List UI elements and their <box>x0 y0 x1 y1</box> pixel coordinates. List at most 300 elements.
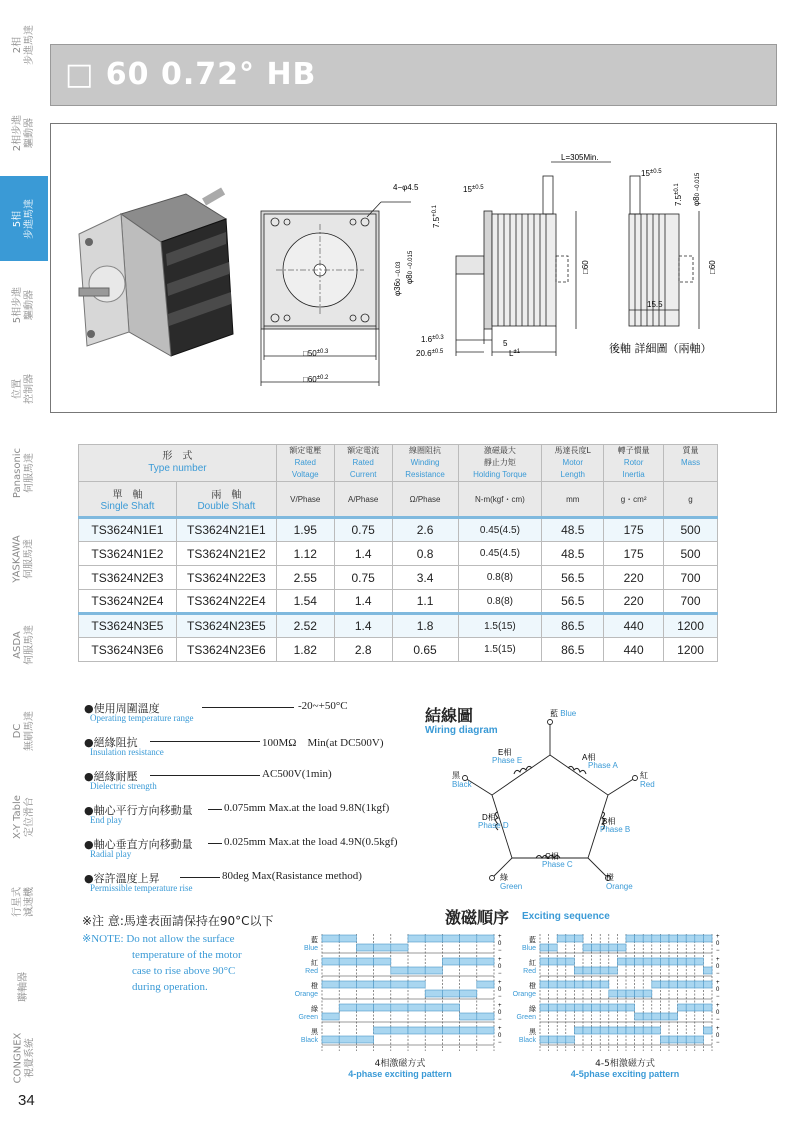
table-row <box>79 638 718 662</box>
excitation-bar <box>660 1036 669 1043</box>
polarity-sign: − <box>716 1017 720 1023</box>
excitation-bar <box>549 981 558 988</box>
excitation-bar <box>652 1027 661 1034</box>
excitation-bar <box>339 981 356 988</box>
side-tab-label: 2相 步進馬達 <box>12 24 35 65</box>
table-row <box>79 614 718 638</box>
table-cell: TS3624N1E2 <box>79 542 177 566</box>
col-torque: 激磁最大 靜止力矩 Holding Torque <box>458 445 542 482</box>
excitation-bar <box>549 1036 558 1043</box>
table-cell: 0.65 <box>392 638 458 662</box>
side-view <box>456 162 611 356</box>
wire-label-en: Green <box>516 1014 536 1021</box>
table-cell: 0.45(4.5) <box>458 518 542 542</box>
dim-sq60b: □60 <box>581 260 590 274</box>
excitation-bar <box>425 935 442 942</box>
four-phase-chart <box>282 928 512 1056</box>
excitation-bar <box>408 1027 425 1034</box>
excitation-bar <box>574 935 583 942</box>
dim-len: $L^{\pm 1}$ <box>509 349 521 358</box>
dim-r15: $15^{\pm 0.5}$ <box>641 169 662 178</box>
side-tab[interactable] <box>0 430 48 516</box>
table-cell: 0.8(8) <box>458 566 542 590</box>
polarity-sign: − <box>498 971 502 977</box>
excitation-bar <box>660 958 669 965</box>
four-phase-caption: 4相激磁方式 4-phase exciting pattern <box>348 1059 452 1079</box>
excitation-bar <box>566 935 575 942</box>
excitation-bar <box>669 1036 678 1043</box>
excitation-bar <box>703 935 712 942</box>
excitation-bar <box>609 1004 618 1011</box>
polarity-sign: + <box>498 957 502 963</box>
table-cell: 220 <box>604 590 664 614</box>
polarity-sign: − <box>716 948 720 954</box>
excitation-bar <box>703 981 712 988</box>
excitation-bar <box>408 1004 425 1011</box>
col-inertia: 轉子慣量 Rotor Inertia <box>604 445 664 482</box>
table-cell: 1.95 <box>276 518 334 542</box>
unit-inertia: g・cm² <box>604 482 664 518</box>
excitation-bar <box>549 944 558 951</box>
side-tab[interactable] <box>0 0 48 90</box>
table-cell: 86.5 <box>542 638 604 662</box>
wire-label-en: Orange <box>512 991 536 998</box>
col-mass: 質量 Mass <box>664 445 718 482</box>
note-radial: ●軸心垂直方向移動量 Radial play 0.025mm Max.at the load 4.9N(0.5kgf) <box>84 836 398 859</box>
excitation-bar <box>626 1027 635 1034</box>
excitation-bar <box>635 958 644 965</box>
table-row <box>79 566 718 590</box>
excitation-bar <box>557 1004 566 1011</box>
table-cell: 56.5 <box>542 566 604 590</box>
side-tab-label: DC 無刷馬達 <box>12 710 35 751</box>
spec-notes <box>84 700 414 904</box>
table-cell: 3.4 <box>392 566 458 590</box>
polarity-sign: + <box>716 957 720 963</box>
excitation-bar <box>583 944 592 951</box>
excitation-bar <box>574 967 583 974</box>
table-cell: 440 <box>604 614 664 638</box>
side-tab[interactable] <box>0 348 48 430</box>
table-cell: TS3624N2E3 <box>79 566 177 590</box>
excitation-bar <box>643 990 652 997</box>
excitation-bar <box>600 944 609 951</box>
side-tab[interactable] <box>0 516 48 602</box>
excitation-bar <box>322 958 339 965</box>
excitation-bar <box>557 981 566 988</box>
wire-red: 紅 Red <box>640 771 655 789</box>
table-cell: 1200 <box>664 638 718 662</box>
wire-label-en: Red <box>305 968 318 975</box>
wire-blue: 藍 Blue <box>550 709 577 718</box>
polarity-sign: 0 <box>498 987 502 993</box>
side-tab[interactable] <box>0 688 48 774</box>
polarity-sign: − <box>716 1040 720 1046</box>
note-temp-rise: ●容許溫度上昇 Permissible temperature rise 80deg Max(Rasistance method) <box>84 870 362 893</box>
wire-label-en: Orange <box>294 991 318 998</box>
side-tab[interactable] <box>0 944 48 1030</box>
excitation-bar <box>442 990 459 997</box>
excitation-bar <box>425 1027 442 1034</box>
excitation-bar <box>600 1004 609 1011</box>
wire-label-cn: 橙 <box>311 982 318 990</box>
excitation-bar <box>617 1027 626 1034</box>
polarity-sign: + <box>716 980 720 986</box>
table-cell: 700 <box>664 590 718 614</box>
side-tab[interactable] <box>0 176 48 262</box>
excitation-bar <box>678 1036 687 1043</box>
excitation-bar <box>635 1013 644 1020</box>
polarity-sign: − <box>498 994 502 1000</box>
excitation-bar <box>678 1004 687 1011</box>
dim-pilot: φ360 −0.03 <box>393 261 402 296</box>
excitation-bar <box>592 967 601 974</box>
excitation-bar <box>626 935 635 942</box>
excitation-bar <box>425 990 442 997</box>
polarity-sign: 0 <box>716 987 720 993</box>
excitation-bar <box>339 958 356 965</box>
note-insulation: ●絕緣阻抗 Insulation resistance 100MΩ Min(at DC500V) <box>84 736 384 757</box>
wiring-subtitle: Wiring diagram <box>425 725 498 736</box>
excitation-bar <box>322 935 339 942</box>
excitation-bar <box>557 1036 566 1043</box>
coil-marks <box>496 766 605 858</box>
excitation-bar <box>566 981 575 988</box>
excitation-bar <box>678 935 687 942</box>
excitation-bar <box>442 1027 459 1034</box>
excitation-bar <box>356 944 373 951</box>
wire-label-cn: 黑 <box>529 1028 536 1036</box>
side-tab[interactable] <box>0 90 48 176</box>
excitation-bar <box>391 944 408 951</box>
excitation-bar <box>583 981 592 988</box>
wire-label-cn: 黑 <box>311 1028 318 1036</box>
polarity-sign: + <box>498 1003 502 1009</box>
polarity-sign: + <box>716 934 720 940</box>
polarity-sign: + <box>498 1026 502 1032</box>
excitation-bar <box>460 990 477 997</box>
table-cell: TS3624N22E3 <box>176 566 276 590</box>
polarity-sign: 0 <box>716 964 720 970</box>
wire-label-cn: 紅 <box>311 959 318 967</box>
table-cell: 0.75 <box>334 566 392 590</box>
excitation-bar <box>600 1027 609 1034</box>
side-tab[interactable] <box>0 602 48 688</box>
excitation-bar <box>695 958 704 965</box>
excitation-bar <box>686 1004 695 1011</box>
excitation-bar <box>374 944 391 951</box>
warning-note: ※注 意:馬達表面請保持在90°C以下 ※NOTE: Do not allow the surface temperature of the motor case to rise above 90°C during operation. <box>82 914 274 993</box>
dim-d206: $20.6^{\pm 0.5}$ <box>416 349 444 358</box>
table-cell: 0.8(8) <box>458 590 542 614</box>
excitation-bar <box>592 944 601 951</box>
excitation-bar <box>635 935 644 942</box>
excitation-bar <box>574 1004 583 1011</box>
table-cell: 1.54 <box>276 590 334 614</box>
table-cell: 175 <box>604 542 664 566</box>
excitation-bar <box>626 958 635 965</box>
excitation-bar <box>583 1004 592 1011</box>
excitation-bar <box>686 1036 695 1043</box>
excitation-bar <box>322 1013 339 1020</box>
table-cell: 86.5 <box>542 614 604 638</box>
wire-label-cn: 藍 <box>529 936 536 944</box>
side-tab-label: 5相 步進馬達 <box>12 198 35 239</box>
polarity-sign: + <box>716 1003 720 1009</box>
excitation-bar <box>374 1004 391 1011</box>
excitation-bar <box>540 944 549 951</box>
excitation-bar <box>356 1004 373 1011</box>
polarity-sign: 0 <box>716 1010 720 1016</box>
table-cell: TS3624N22E4 <box>176 590 276 614</box>
table-cell: 2.52 <box>276 614 334 638</box>
polarity-sign: − <box>498 948 502 954</box>
side-tab-label: CONGNEX 視覺系統 <box>12 1032 36 1083</box>
spec-table <box>78 444 718 662</box>
excitation-bar <box>660 981 669 988</box>
excitation-bar <box>477 958 494 965</box>
side-tab-label: 聯軸器 <box>18 971 29 1002</box>
dim-w15: $15^{\pm 0.5}$ <box>463 185 484 194</box>
phase-d: D相 Phase D <box>478 813 509 830</box>
table-cell: 440 <box>604 638 664 662</box>
unit-length: mm <box>542 482 604 518</box>
table-cell: 2.55 <box>276 566 334 590</box>
excitation-bar <box>617 990 626 997</box>
note-endplay: ●軸心平行方向移動量 End play 0.075mm Max.at the load 9.8N(1kgf) <box>84 802 390 825</box>
excitation-bar <box>540 981 549 988</box>
wire-label-en: Green <box>298 1014 318 1021</box>
table-cell: 175 <box>604 518 664 542</box>
excitation-bar <box>566 1004 575 1011</box>
side-tab[interactable] <box>0 860 48 944</box>
excitation-bar <box>356 958 373 965</box>
excitation-bar <box>609 967 618 974</box>
motor-photo <box>79 188 233 356</box>
wire-label-en: Blue <box>303 945 318 952</box>
phase-b: B相 Phase B <box>600 817 631 834</box>
table-row <box>79 542 718 566</box>
excitation-bar <box>583 967 592 974</box>
table-row <box>79 518 718 542</box>
table-cell: 1.8 <box>392 614 458 638</box>
polarity-sign: 0 <box>498 1010 502 1016</box>
excitation-bar <box>600 981 609 988</box>
polarity-sign: 0 <box>498 1033 502 1039</box>
wire-label-en: Black <box>300 1037 318 1044</box>
dim-d75: $7.5^{+0.1}$ <box>432 205 441 228</box>
excitation-bar <box>549 1004 558 1011</box>
excitation-bar <box>322 1036 339 1043</box>
side-tab-label: 5相步進 驅動器 <box>12 286 35 323</box>
type-header: 形 式 Type number <box>79 445 277 482</box>
table-row <box>79 590 718 614</box>
dim-sq60: $□60^{\pm 0.2}$ <box>303 375 329 384</box>
table-cell: 0.8 <box>392 542 458 566</box>
wire-green: 綠 Green <box>500 873 523 891</box>
excitation-bar <box>408 967 425 974</box>
wire-label-en: Blue <box>521 945 536 952</box>
table-cell: 1.12 <box>276 542 334 566</box>
excitation-bar <box>626 990 635 997</box>
excitation-bar <box>391 1027 408 1034</box>
excitation-bar <box>374 981 391 988</box>
excitation-bar <box>592 1027 601 1034</box>
wire-orange: 橙 Orange <box>606 873 633 891</box>
wiring-title: 結線圖 <box>425 706 474 725</box>
excitation-bar <box>460 1027 477 1034</box>
excitation-bar <box>643 1013 652 1020</box>
table-cell: 1.5(15) <box>458 638 542 662</box>
excitation-bar <box>557 958 566 965</box>
dim-d155: 15.5 <box>647 300 663 309</box>
table-cell: 1.4 <box>334 614 392 638</box>
side-tab[interactable] <box>0 1030 48 1086</box>
dimension-drawing <box>50 123 777 413</box>
five-phase-caption: 4-5相激磁方式 4-5phase exciting pattern <box>570 1059 680 1079</box>
exciting-title: 激磁順序 <box>445 908 510 927</box>
excitation-bar <box>695 981 704 988</box>
page-title: □ 60 0.72° HB <box>65 57 317 92</box>
side-tab-label: 位置 控制器 <box>12 373 35 404</box>
excitation-bar <box>460 958 477 965</box>
excitation-bar <box>460 935 477 942</box>
table-cell: 1.5(15) <box>458 614 542 638</box>
wire-label-en: Black <box>518 1037 536 1044</box>
table-cell: 2.8 <box>334 638 392 662</box>
table-cell: TS3624N21E2 <box>176 542 276 566</box>
col-current: 額定電流 Rated Current <box>334 445 392 482</box>
wire-label-cn: 綠 <box>529 1005 536 1013</box>
rear-view <box>629 176 699 329</box>
excitation-bar <box>669 981 678 988</box>
dim-shaft: φ80 −0.015 <box>405 250 414 284</box>
excitation-bar <box>617 958 626 965</box>
excitation-bar <box>643 958 652 965</box>
excitation-bar <box>442 935 459 942</box>
double-shaft-header: 兩 軸 Double Shaft <box>176 482 276 518</box>
excitation-bar <box>652 958 661 965</box>
excitation-bar <box>592 981 601 988</box>
excitation-bar <box>617 1004 626 1011</box>
table-cell: TS3624N1E1 <box>79 518 177 542</box>
table-cell: TS3624N23E5 <box>176 614 276 638</box>
table-cell: 500 <box>664 542 718 566</box>
excitation-bar <box>609 990 618 997</box>
side-tab-label: YASKAWA 伺服馬達 <box>11 534 35 583</box>
excitation-bar <box>566 1036 575 1043</box>
phase-a: A相 Phase A <box>582 753 618 770</box>
table-cell: 48.5 <box>542 542 604 566</box>
excitation-bar <box>652 935 661 942</box>
wire-label-cn: 橙 <box>529 982 536 990</box>
excitation-bar <box>617 944 626 951</box>
five-phase-chart <box>500 928 730 1056</box>
excitation-bar <box>477 1013 494 1020</box>
side-tab[interactable] <box>0 262 48 348</box>
table-cell: 500 <box>664 518 718 542</box>
table-cell: 2.6 <box>392 518 458 542</box>
polarity-sign: − <box>498 1040 502 1046</box>
dim-bolt: 4−φ4.5 <box>393 183 419 192</box>
excitation-bar <box>391 967 408 974</box>
polarity-sign: 0 <box>716 941 720 947</box>
excitation-bar <box>374 958 391 965</box>
wire-label-cn: 綠 <box>311 1005 318 1013</box>
col-length: 馬達長度L Motor Length <box>542 445 604 482</box>
excitation-bar <box>339 935 356 942</box>
excitation-bar <box>695 1004 704 1011</box>
excitation-bar <box>669 935 678 942</box>
polarity-sign: − <box>716 971 720 977</box>
excitation-bar <box>703 1027 712 1034</box>
rear-detail-title: 後軸 詳細圖（兩軸） <box>609 342 712 355</box>
dim-sq60c: □60 <box>708 260 717 274</box>
excitation-bar <box>408 935 425 942</box>
dim-d16: $1.6^{\pm 0.3}$ <box>421 335 444 344</box>
dim-r75: $7.5^{\pm 0.1}$ <box>674 183 683 206</box>
excitation-bar <box>652 1013 661 1020</box>
unit-mass: g <box>664 482 718 518</box>
polarity-sign: + <box>716 1026 720 1032</box>
table-cell: 1.4 <box>334 542 392 566</box>
excitation-bar <box>460 1013 477 1020</box>
excitation-bar <box>669 1013 678 1020</box>
polarity-sign: 0 <box>716 1033 720 1039</box>
col-resistance: 線圈阻抗 Winding Resistance <box>392 445 458 482</box>
table-cell: TS3624N3E6 <box>79 638 177 662</box>
table-cell: TS3624N3E5 <box>79 614 177 638</box>
dim-d5: 5 <box>503 339 508 348</box>
polarity-sign: − <box>716 994 720 1000</box>
excitation-bar <box>356 1036 373 1043</box>
excitation-bar <box>566 958 575 965</box>
excitation-bar <box>540 1004 549 1011</box>
col-voltage: 額定電壓 Rated Voltage <box>276 445 334 482</box>
excitation-bar <box>574 981 583 988</box>
wire-label-en: Red <box>523 968 536 975</box>
page-header <box>50 44 777 106</box>
side-tab-label: ASDA 伺服馬達 <box>12 624 35 665</box>
polarity-sign: 0 <box>498 964 502 970</box>
phase-e: E相 Phase E <box>492 748 523 765</box>
excitation-bar <box>442 1004 459 1011</box>
excitation-bar <box>678 958 687 965</box>
dim-lead: L=305Min. <box>561 153 599 162</box>
excitation-bar <box>356 981 373 988</box>
unit-resistance: Ω/Phase <box>392 482 458 518</box>
side-tab-label: X-Y Table 定位滑台 <box>11 794 35 839</box>
wire-black: 黑 Black <box>452 771 472 789</box>
excitation-bar <box>391 1004 408 1011</box>
table-cell: 1.82 <box>276 638 334 662</box>
excitation-bar <box>322 981 339 988</box>
exciting-subtitle: Exciting sequence <box>522 911 610 922</box>
excitation-bar <box>703 1004 712 1011</box>
table-cell: 48.5 <box>542 518 604 542</box>
polarity-sign: − <box>498 1017 502 1023</box>
page-number: 34 <box>18 1092 35 1109</box>
excitation-bar <box>669 958 678 965</box>
side-tab[interactable] <box>0 774 48 860</box>
table-cell: 56.5 <box>542 590 604 614</box>
excitation-bar <box>643 935 652 942</box>
side-tab-label: 2相步進 驅動器 <box>12 114 35 151</box>
excitation-bar <box>660 935 669 942</box>
excitation-bar <box>540 958 549 965</box>
side-tab-label: Panasonic 伺服馬達 <box>12 447 35 498</box>
table-cell: 1.1 <box>392 590 458 614</box>
